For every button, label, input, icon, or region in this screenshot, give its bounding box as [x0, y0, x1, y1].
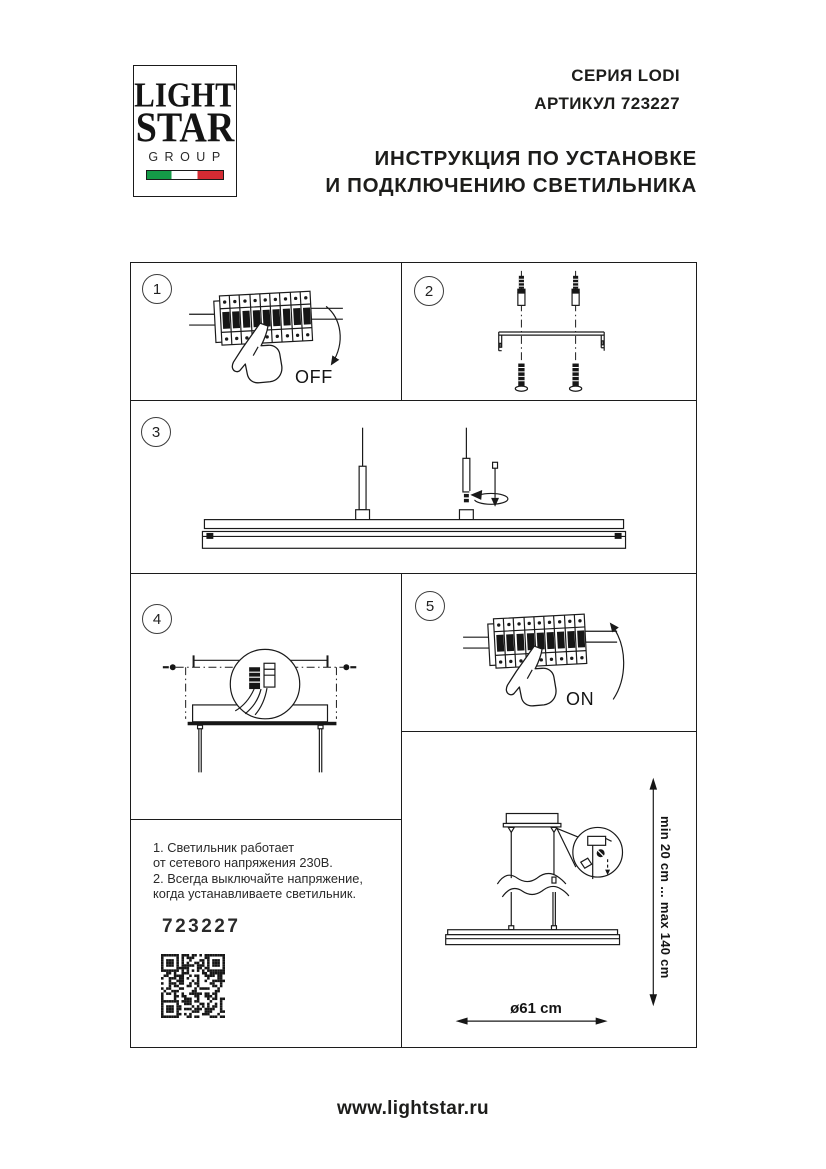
logo-word-star: STAR: [135, 104, 235, 152]
width-dimension-arrow: [456, 1018, 608, 1025]
linear-fixture-bar: [202, 520, 625, 549]
notes-panel: [130, 819, 402, 1048]
on-label: ON: [566, 689, 595, 709]
logo-word-light: LIGHT: [134, 74, 236, 115]
screw-icon: [515, 364, 527, 392]
safety-notes: [153, 840, 363, 902]
breaker-on-diagram: [402, 574, 696, 731]
step-5-panel: [401, 573, 697, 732]
cable-break-squiggle: [497, 874, 569, 897]
step-number-badge: [142, 604, 172, 634]
dimensions-panel: [401, 731, 697, 1048]
website-footer: www.lightstar.ru: [337, 1098, 489, 1119]
wall-anchors-diagram: [402, 263, 696, 400]
height-dimension-arrow: [650, 778, 658, 1006]
cable-lock-magnifier: [573, 827, 623, 879]
step-1-panel: [130, 262, 402, 401]
suspension-rod-icon: [356, 428, 370, 520]
off-label: OFF: [295, 367, 333, 387]
screw-in-rotation-icon: [469, 462, 508, 506]
step-4-panel: [130, 573, 402, 820]
header-series-block: [534, 62, 680, 118]
wall-anchor-icon: [571, 276, 579, 306]
step-number: 3: [151, 423, 161, 441]
step-number-badge: [141, 417, 171, 447]
fixture-rods-diagram: [131, 401, 696, 573]
wall-anchor-icon: [517, 276, 525, 306]
linear-fixture-bar: [446, 926, 620, 945]
step-number-badge: [415, 591, 445, 621]
wiring-detail-magnifier: [230, 649, 299, 718]
article-label: АРТИКУЛ 723227: [534, 94, 680, 113]
title-line-2: И ПОДКЛЮЧЕНИЮ СВЕТИЛЬНИКА: [325, 173, 697, 197]
step-number-badge: [142, 274, 172, 304]
italian-flag-icon: [146, 170, 224, 180]
step-number: 4: [152, 610, 162, 628]
step-number: 1: [152, 280, 162, 298]
suspension-rod-icon: [318, 725, 323, 772]
alignment-lines: [521, 271, 575, 388]
step-number: 5: [425, 597, 435, 615]
note-line: 1. Светильник работает: [153, 840, 295, 855]
qr-code: [161, 954, 225, 1018]
breaker-off-diagram: [131, 263, 401, 400]
logo-word-group: GROUP: [148, 150, 227, 164]
diameter-label: ø61 cm: [510, 1000, 562, 1017]
step-number-badge: [414, 276, 444, 306]
canopy-base-plate: [188, 722, 337, 725]
step-number: 2: [424, 282, 434, 300]
canopy-mounting-diagram: [131, 574, 401, 819]
ceiling-canopy: [503, 814, 561, 833]
note-line: от сетевого напряжения 230В.: [153, 855, 333, 871]
instruction-title: [325, 146, 697, 199]
suspension-rod-icon: [459, 428, 473, 520]
suspension-rod-icon: [198, 725, 203, 772]
note-line: 2. Всегда выключайте напряжение,: [153, 870, 363, 886]
note-line: когда устанавливаете светильник.: [153, 886, 356, 902]
lightstar-logo: [133, 65, 237, 197]
step-3-panel: [130, 400, 697, 574]
series-label: СЕРИЯ LODI: [571, 66, 680, 85]
mounting-bracket: [499, 332, 604, 351]
turn-on-arrow-icon: [611, 624, 623, 699]
screw-icon: [343, 664, 356, 670]
screw-icon: [570, 364, 582, 392]
step-2-panel: [401, 262, 697, 401]
turn-off-arrow-icon: [326, 306, 340, 363]
screw-icon: [163, 664, 176, 670]
article-number: 723227: [162, 916, 241, 937]
height-range-label: min 20 cm ... max 140 cm: [658, 816, 673, 979]
title-line-1: ИНСТРУКЦИЯ ПО УСТАНОВКЕ: [374, 147, 697, 170]
